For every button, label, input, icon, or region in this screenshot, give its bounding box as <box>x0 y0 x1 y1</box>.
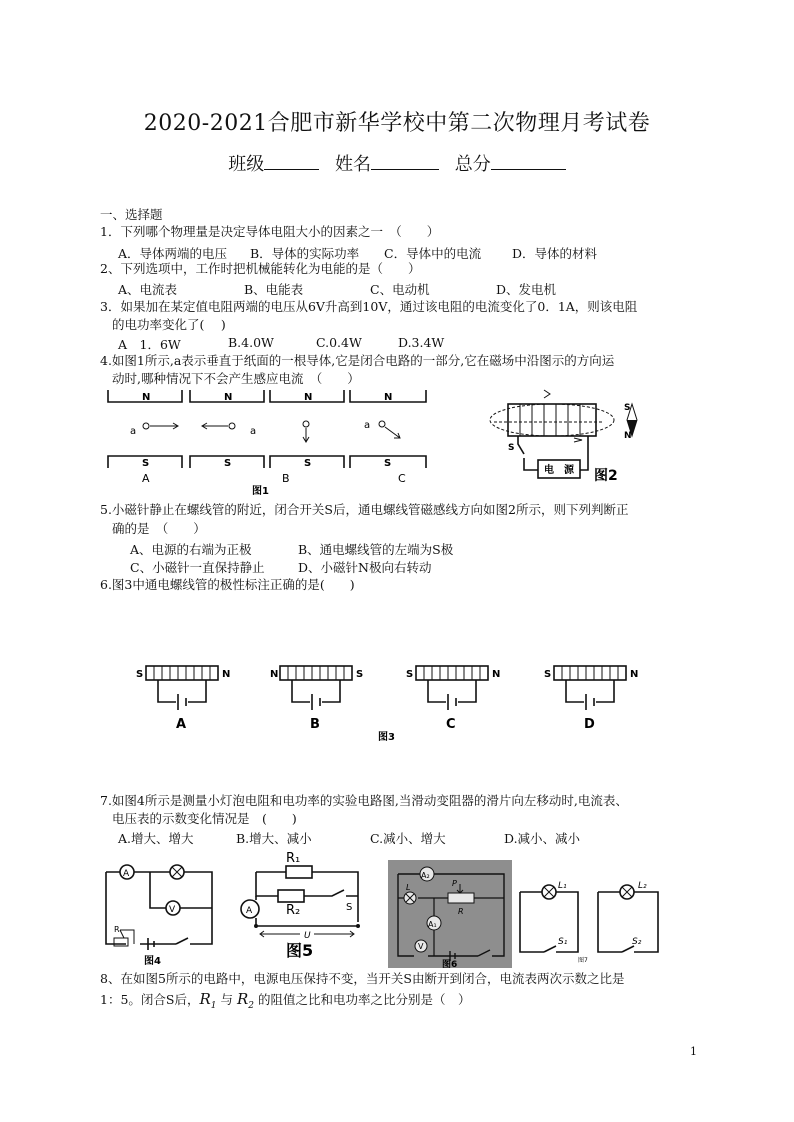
fig1-conductor-3 <box>303 421 309 427</box>
q1-option-c[interactable]: C．导体中的电流 <box>384 246 482 261</box>
q3-option-a[interactable]: A 1．6W <box>118 337 181 352</box>
fig3-solenoid <box>280 666 352 680</box>
fig3-battery <box>312 694 320 710</box>
fig7-switch-1 <box>544 946 556 952</box>
fig1-conductor-4 <box>379 421 385 427</box>
exam-info-line <box>0 150 794 176</box>
q2-option-b[interactable]: B、电能表 <box>244 282 304 297</box>
fig5-terminal-left <box>254 924 258 928</box>
q7-stem-cont: 电压表的示数变化情况是 ( ) <box>112 811 297 826</box>
fig1-n-label-3: N <box>304 392 313 403</box>
fig2-needle-n: N <box>624 431 632 441</box>
q4-stem: 4.如图1所示,a表示垂直于纸面的一根导体,它是闭合电路的一部分,它在磁场中沿图示的方向运 <box>100 353 615 368</box>
fig2-coils <box>520 404 580 436</box>
q7-option-c[interactable]: C.减小、增大 <box>370 831 446 846</box>
fig3-caption: 图3 <box>378 732 395 743</box>
fig5-voltage-label: U <box>304 931 311 941</box>
fig6-lamp-label: L <box>406 883 411 892</box>
q6-stem: 6.图3中通电螺线管的极性标注正确的是( ) <box>100 577 355 592</box>
q2-option-d[interactable]: D、发电机 <box>496 282 557 297</box>
fig7-l2-label: L₂ <box>638 881 647 891</box>
class-label: 班级 <box>228 154 265 175</box>
fig1-n-label-1: N <box>142 392 151 403</box>
fig3-wires <box>158 680 206 702</box>
fig1-label-a: A <box>142 472 150 485</box>
q2-option-c[interactable]: C、电动机 <box>370 282 430 297</box>
fig3-label: B <box>310 717 320 732</box>
score-label: 总分 <box>454 154 491 175</box>
q8-r1 <box>199 990 217 1011</box>
q8-stem: 8、在如图5所示的电路中，电源电压保持不变，当开关S由断开到闭合，电流表两次示数之比是 <box>100 971 625 986</box>
fig3-pole-right: N <box>630 669 639 680</box>
fig3-solenoid <box>554 666 626 680</box>
fig3-label: D <box>584 717 595 732</box>
fig7-circuit-1 <box>520 892 578 952</box>
fig3-pole-right: S <box>356 669 364 680</box>
fig4-caption: 图4 <box>144 956 161 967</box>
fig1-arrow-right <box>150 423 178 429</box>
exam-title: 2020-2021合肥市新华学校中第二次物理月考试卷 <box>143 111 651 136</box>
fig3-battery <box>178 694 186 710</box>
q8-r2-subscript: 2 <box>248 1001 255 1011</box>
fig6-a2-label: A₂ <box>421 871 430 880</box>
q1-option-b[interactable]: B．导体的实际功率 <box>250 246 360 261</box>
q1-stem: 1．下列哪个物理量是决定导体电阻大小的因素之一 （ ） <box>100 224 440 239</box>
fig7-s1-label: S₁ <box>558 937 568 947</box>
q3-stem: 3．如果加在某定值电阻两端的电压从6V升高到10V，通过该电阻的电流变化了0．1A，则该电阻 <box>100 299 638 314</box>
q5-stem: 5.小磁针静止在螺线管的附近，闭合开关S后，通电螺线管磁感线方向如图2所示，则下列判断正 <box>100 502 629 517</box>
q7-option-d[interactable]: D.减小、减小 <box>504 831 581 846</box>
fig6-v-label: V <box>418 942 424 951</box>
fig2-solenoid <box>508 404 596 436</box>
fig3-pole-left: N <box>270 669 279 680</box>
fig2-needle-s: S <box>624 403 631 413</box>
q2-option-a[interactable]: A、电流表 <box>118 282 178 297</box>
fig3-solenoid <box>146 666 218 680</box>
fig3-option-d[interactable] <box>544 666 638 732</box>
q5-option-a[interactable]: A、电源的右端为正极 <box>130 542 252 557</box>
fig5-top-wire <box>256 872 358 922</box>
fig5-ammeter-label: A <box>246 906 253 916</box>
fig4-switch <box>176 938 188 944</box>
q8-r2 <box>237 990 255 1011</box>
fig3-option-c[interactable] <box>406 666 500 732</box>
fig3-battery <box>586 694 594 710</box>
fig5-caption: 图5 <box>286 941 314 960</box>
fig1-wire-label-3: a <box>364 420 371 431</box>
fig6-a1-label: A₁ <box>428 920 437 929</box>
fig3-wires <box>566 680 614 702</box>
fig1-wire-label-1: a <box>130 426 137 437</box>
q1-option-a[interactable]: A．导体两端的电压 <box>118 246 228 261</box>
fig6-rheostat <box>448 893 474 903</box>
fig4-voltmeter-label: V <box>169 905 176 915</box>
q5-stem-cont: 确的是 （ ） <box>112 521 206 536</box>
name-label: 姓名 <box>335 154 371 175</box>
fig3-label: C <box>446 717 456 732</box>
fig3-pole-left: S <box>136 669 144 680</box>
fig2-switch-label: S <box>508 443 515 453</box>
fig3-wires <box>292 680 340 702</box>
figure-3 <box>126 660 646 744</box>
fig1-s-label-2: S <box>224 458 232 469</box>
q4-stem-cont: 动时,哪种情况下不会产生感应电流 （ ） <box>112 371 360 386</box>
fig1-n-label-2: N <box>224 392 233 403</box>
fig3-wires <box>428 680 476 702</box>
q8-r2-symbol: R <box>237 990 249 1008</box>
fig7-caption: 图7 <box>578 957 588 964</box>
q2-stem: 2、下列选项中，工作时把机械能转化为电能的是（ ） <box>100 261 421 276</box>
fig2-lower-arrow <box>574 438 582 442</box>
fig5-switch-label: S <box>346 902 353 913</box>
fig1-s-label-3: S <box>304 458 312 469</box>
fig2-caption: 图2 <box>594 468 618 484</box>
q7-option-a[interactable]: A.增大、增大 <box>118 831 194 846</box>
fig4-ammeter-label: A <box>123 869 130 879</box>
figure-7 <box>516 882 664 964</box>
q5-option-c[interactable]: C、小磁针一直保持静止 <box>130 560 265 575</box>
fig3-coils <box>424 666 480 680</box>
fig7-lamp-2-cross <box>622 887 632 897</box>
q8-r1-symbol: R <box>199 990 211 1008</box>
page-number: 1 <box>690 1045 697 1058</box>
section-heading: 一、选择题 <box>100 207 163 222</box>
fig5-r1-label: R₁ <box>286 851 301 866</box>
fig6-r-label: R <box>458 907 464 916</box>
fig1-arrow-left <box>202 423 228 429</box>
fig7-l1-label: L₁ <box>558 881 567 891</box>
q8-conj: 与 <box>220 992 234 1007</box>
fig1-caption: 图1 <box>252 486 269 497</box>
score-blank[interactable] <box>491 169 566 170</box>
figure-5 <box>234 848 364 960</box>
fig4-rheostat-slider <box>120 930 134 944</box>
fig1-arrow-diagonal <box>385 427 400 438</box>
q7-stem: 7.如图4所示是测量小灯泡电阻和电功率的实验电路图,当滑动变阻器的滑片向左移动时,电流表、 <box>100 793 628 808</box>
figure-2 <box>484 386 644 486</box>
fig3-pole-left: S <box>406 669 414 680</box>
fig1-conductor-1 <box>143 423 149 429</box>
q8-stem-part1: 1：5。闭合S后， <box>100 992 200 1007</box>
q5-option-b[interactable]: B、通电螺线管的左端为S极 <box>298 542 454 557</box>
fig3-coils <box>562 666 618 680</box>
fig3-coils <box>154 666 210 680</box>
fig1-s-label-1: S <box>142 458 150 469</box>
fig5-r2 <box>278 890 304 902</box>
fig3-battery <box>448 694 456 710</box>
fig7-s2-label: S₂ <box>632 937 642 947</box>
figure-1 <box>100 386 440 498</box>
fig3-solenoid <box>416 666 488 680</box>
fig2-field-arrow <box>544 390 550 398</box>
fig5-mid-wire <box>256 872 358 896</box>
figure-4 <box>100 858 218 968</box>
q3-option-c[interactable]: C.0.4W <box>316 335 362 350</box>
fig4-rheostat-label: R <box>114 925 120 934</box>
fig3-label: A <box>176 717 187 732</box>
fig1-arrow-down <box>303 428 309 442</box>
q8-stem-part2: 的阻值之比和电功率之比分别是（ ） <box>258 992 471 1007</box>
fig7-circuit-2 <box>598 892 658 952</box>
fig2-source-label: 电 源 <box>544 465 574 476</box>
q5-option-d[interactable]: D、小磁针N极向右转动 <box>298 560 432 575</box>
fig6-p-label: P <box>452 879 457 888</box>
q1-option-d[interactable]: D．导体的材料 <box>512 246 598 261</box>
fig5-r1 <box>286 866 312 878</box>
fig7-lamp-1-cross <box>544 887 554 897</box>
q3-option-d[interactable]: D.3.4W <box>398 335 445 350</box>
fig5-terminal-right <box>356 924 360 928</box>
fig1-label-c: C <box>398 472 406 485</box>
q3-option-b[interactable]: B.4.0W <box>228 335 274 350</box>
fig5-left-wire <box>256 896 358 926</box>
fig3-option-b[interactable] <box>270 666 363 732</box>
name-blank[interactable] <box>371 169 439 170</box>
class-blank[interactable] <box>264 169 319 170</box>
q8-r1-subscript: 1 <box>210 1001 217 1011</box>
fig1-s-label-4: S <box>384 458 392 469</box>
q8-stem-cont <box>100 990 471 1015</box>
fig3-pole-right: N <box>222 669 231 680</box>
fig4-lamp-cross <box>172 867 182 877</box>
fig1-n-label-4: N <box>384 392 393 403</box>
fig1-label-b: B <box>282 472 290 485</box>
fig1-wire-label-2: a <box>250 426 257 437</box>
figure-6 <box>388 860 512 968</box>
fig3-pole-left: S <box>544 669 552 680</box>
fig6-caption: 图6 <box>442 960 458 970</box>
q3-stem-cont: 的电功率变化了( ) <box>112 317 226 332</box>
fig3-pole-right: N <box>492 669 501 680</box>
q7-option-b[interactable]: B.增大、减小 <box>236 831 312 846</box>
fig1-conductor-2 <box>229 423 235 429</box>
fig5-r2-label: R₂ <box>286 903 301 918</box>
fig3-option-a[interactable] <box>136 666 230 732</box>
fig3-coils <box>288 666 344 680</box>
